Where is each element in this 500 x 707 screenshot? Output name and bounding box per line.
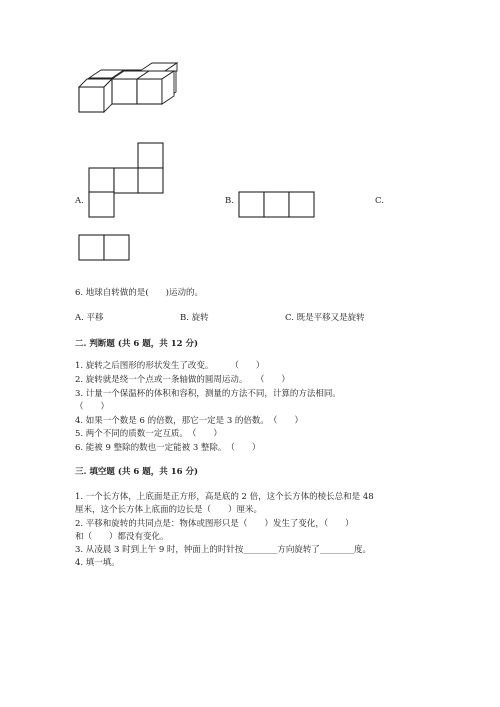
section2-heading: 二. 判断题 (共 6 题，共 12 分) (75, 339, 199, 349)
section2-item: 1. 旋转之后图形的形状发生了改变。 （ ） (75, 361, 265, 371)
section3-item: 1. 一个长方体，上底面是正方形，高是底的 2 倍，这个长方体的棱长总和是 48 (75, 492, 374, 502)
section3-heading: 三. 填空题 (共 6 题，共 16 分) (75, 467, 199, 477)
section2-item: 2. 旋转就是绕一个点或一条轴做的圆周运动。 （ ） (75, 375, 290, 385)
section3-item: 2. 平移和旋转的共同点是：物体或图形只是（ ）发生了变化，（ ） (75, 519, 354, 529)
q6-option-c: C. 既是平移又是旋转 (285, 313, 365, 323)
option-b-label: B. (225, 196, 234, 206)
section2-item: 4. 如果一个数是 6 的倍数，那它一定是 3 的倍数。 （ ） (75, 416, 303, 426)
option-a-label: A. (75, 196, 84, 206)
section2-item: 3. 计量一个保温杯的体积和容积，测量的方法不同，计算的方法相同。 (75, 389, 341, 399)
section2-item: 6. 能被 9 整除的数也一定能被 3 整除。 （ ） (75, 443, 261, 453)
q6-option-b: B. 旋转 (180, 313, 209, 323)
q6-stem: 6. 地球自转做的是( )运动的。 (75, 288, 203, 298)
section2-item: 5. 两个不同的质数一定互质。 （ ） (75, 429, 222, 439)
section3-item: 4. 填一填。 (75, 558, 120, 568)
section2-item: （ ） (75, 402, 110, 412)
section3-item: 厘米，这个长方体上底面的边长是（ ）厘米。 (75, 505, 263, 515)
section3-item: 和（ ）都没有变化。 (75, 532, 169, 542)
section3-item: 3. 从凌晨 3 时到上午 9 时，钟面上的时针按________方向旋转了________度。 (75, 545, 371, 555)
q6-option-a: A. 平移 (75, 313, 104, 323)
option-c-label: C. (375, 196, 384, 206)
